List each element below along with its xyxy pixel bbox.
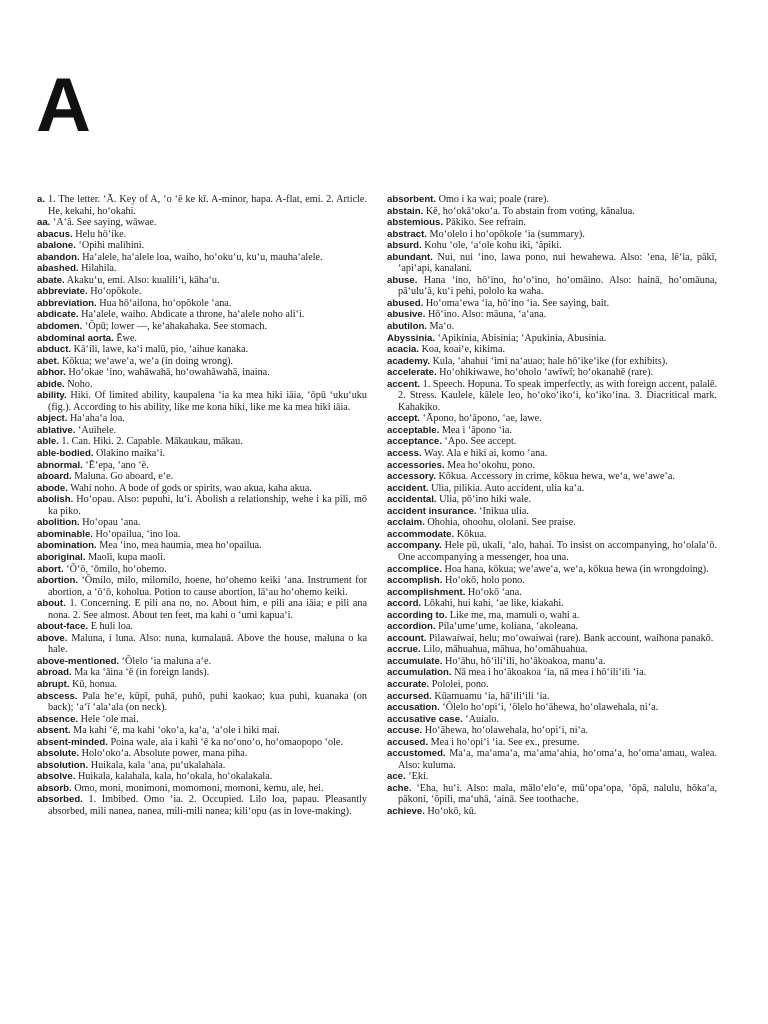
dictionary-entry xyxy=(387,321,717,333)
entry-definition: Lilo, māhuahua, māhua, hoʻomāhuahua. xyxy=(420,644,588,656)
dictionary-entry xyxy=(37,748,367,760)
dictionary-entry xyxy=(37,275,367,287)
dictionary-entry xyxy=(387,783,717,806)
dictionary-entry xyxy=(387,564,717,576)
dictionary-entry xyxy=(37,517,367,529)
dictionary-entry xyxy=(37,679,367,691)
dictionary-entry xyxy=(387,771,717,783)
entry-definition: 1. The letter. ʻĀ. Key of A, ʻo ʻē ke kī. A-minor, hapa. A-flat, emi. 2. Article. He, kekahi, hoʻokahi. xyxy=(45,194,367,217)
dictionary-entry xyxy=(37,656,367,668)
entry-definition: Mea i ʻāpono ʻia. xyxy=(439,424,512,436)
entry-headword: abet. xyxy=(37,355,60,367)
dictionary-entry xyxy=(37,356,367,368)
dictionary-entry xyxy=(387,298,717,310)
entry-headword: ablative. xyxy=(37,424,76,436)
dictionary-entry xyxy=(37,436,367,448)
entry-headword: abominable. xyxy=(37,528,93,540)
entry-headword: abdomen. xyxy=(37,321,83,333)
entry-headword: absence. xyxy=(37,713,79,725)
entry-definition: Pololei, pono. xyxy=(429,678,489,690)
dictionary-entry xyxy=(37,760,367,772)
entry-definition: Ēwe. xyxy=(113,332,137,344)
dictionary-entry xyxy=(37,194,367,217)
entry-definition: Kāʻili, lawe, kaʻi malū, pio, ʻaihue kanaka. xyxy=(71,344,249,356)
entry-headword: aa. xyxy=(37,217,51,229)
entry-headword: accord. xyxy=(387,598,422,610)
entry-headword: acacia. xyxy=(387,344,420,356)
entry-definition: Hilahila. xyxy=(78,263,117,275)
dictionary-entry xyxy=(37,771,367,783)
entry-definition: Kē, hoʻokāʻokoʻa. To abstain from voting, kānalua. xyxy=(423,205,635,217)
entry-definition: Maoli, kupa maoli. xyxy=(85,551,166,563)
entry-headword: ability. xyxy=(37,390,67,402)
entry-definition: Hoʻokō ʻana. xyxy=(465,586,522,598)
entry-definition: Pilawaiwai, helu; moʻowaiwai (rare). Bank account, waihona panakō. xyxy=(426,632,714,644)
entry-definition: Huikala, kalahala, kala, hoʻokala, hoʻokalakala. xyxy=(75,771,273,783)
entry-definition: Ma ka ʻāina ʻē (in foreign lands). xyxy=(71,667,210,679)
entry-definition: Akakuʻu, emi. Also: kualiliʻi, kāhaʻu. xyxy=(64,274,220,286)
entry-headword: about. xyxy=(37,598,66,610)
dictionary-entry xyxy=(37,725,367,737)
entry-headword: ache. xyxy=(387,782,412,794)
entry-headword: abandon. xyxy=(37,251,80,263)
entry-definition: Hoʻopau. Also: pupuhi, luʻi. Abolish a relationship, wehe i ka pili, mō ka piko. xyxy=(48,494,367,517)
entry-definition: ʻAʻā. See saying, wāwae. xyxy=(50,217,157,229)
dictionary-entry xyxy=(387,356,717,368)
entry-definition: Hele ʻole mai. xyxy=(78,713,139,725)
entry-definition: 1. Can. Hiki. 2. Capable. Mākaukau, mākau. xyxy=(58,436,243,448)
dictionary-entry xyxy=(37,321,367,333)
dictionary-entry xyxy=(37,344,367,356)
entry-headword: abscess. xyxy=(37,690,78,702)
entry-definition: Kōkua. Accessory in crime, kōkua hewa, weʻa, weʻaweʻa. xyxy=(435,471,675,483)
entry-headword: a. xyxy=(37,194,46,205)
entry-definition: Maluna, i luna. Also: nuna, kumalauā. Above the house, maluna o ka hale. xyxy=(48,632,367,656)
entry-definition: Hoʻokō, kū. xyxy=(424,805,477,817)
dictionary-entry xyxy=(37,714,367,726)
entry-headword: accumulation. xyxy=(387,667,452,679)
dictionary-entry xyxy=(37,390,367,413)
left-column xyxy=(37,194,367,818)
entry-headword: abode. xyxy=(37,482,68,494)
entry-definition: Helu hōʻike. xyxy=(72,228,127,240)
dictionary-entry xyxy=(37,633,367,656)
entry-headword: abduct. xyxy=(37,344,72,356)
dictionary-entry xyxy=(387,483,717,495)
dictionary-entry xyxy=(387,725,717,737)
dictionary-entry xyxy=(387,344,717,356)
entry-definition: ʻŌlelo hoʻopiʻi, ʻōlelo hoʻāhewa, hoʻolawehala, niʻa. xyxy=(439,702,659,714)
entry-headword: absorbed. xyxy=(37,794,83,806)
dictionary-entry xyxy=(37,309,367,321)
entry-headword: accident. xyxy=(387,482,429,494)
entry-definition: Haʻahaʻa loa. xyxy=(67,413,125,425)
dictionary-entry xyxy=(387,367,717,379)
entry-definition: Way. Ala e hiki ai, komo ʻana. xyxy=(421,448,548,460)
entry-headword: abortion. xyxy=(37,575,79,587)
dictionary-entry xyxy=(37,737,367,749)
entry-headword: abort. xyxy=(37,563,64,575)
entry-headword: above-mentioned. xyxy=(37,655,120,667)
entry-headword: Abyssinia. xyxy=(387,332,435,344)
dictionary-entry xyxy=(387,621,717,633)
entry-definition: ʻEki. xyxy=(405,771,429,783)
entry-definition: Ohohia, ohoohu, ololani. See praise. xyxy=(424,517,576,529)
entry-definition: Wahi noho. A bode of gods or spirits, wao akua, kaha akua. xyxy=(67,482,312,494)
dictionary-entry xyxy=(37,286,367,298)
entry-definition: Mea hoʻokohu, pono. xyxy=(444,459,535,471)
entry-definition: Hoʻopau ʻana. xyxy=(79,517,141,529)
entry-definition: Hoʻāhewa, hoʻolawehala, hoʻopiʻi, niʻa. xyxy=(422,725,588,737)
dictionary-entry xyxy=(387,748,717,771)
right-column xyxy=(387,194,717,818)
dictionary-entry xyxy=(387,806,717,818)
dictionary-entry xyxy=(387,425,717,437)
entry-headword: accept. xyxy=(387,413,421,425)
dictionary-entry xyxy=(37,794,367,817)
entry-definition: Holoʻokoʻa. Absolute power, mana piha. xyxy=(79,748,248,760)
section-letter: A xyxy=(36,63,91,148)
entry-definition: ʻAuihele. xyxy=(75,424,117,436)
entry-headword: accused. xyxy=(387,736,429,748)
entry-headword: abuse. xyxy=(387,274,418,286)
entry-definition: Pala heʻe, kūpī, puhā, puhō, puhi kaokao; kua puhi, kuanaka (on back); ʻaʻī ʻalaʻala (on neck). xyxy=(48,690,367,714)
entry-headword: accelerate. xyxy=(387,367,437,379)
dictionary-entry xyxy=(387,229,717,241)
dictionary-entry xyxy=(387,217,717,229)
entry-definition: 1. Concerning. E pili ana no, no. About him, e pili ana iāia; e pili ana nona. 2. See almost. About ten feet, ma kahi o ʻumi kapuaʻi. xyxy=(48,598,367,621)
dictionary-entry xyxy=(37,564,367,576)
entry-definition: Hōʻino. Also: māuna, ʻaʻana. xyxy=(425,309,547,321)
entry-headword: account. xyxy=(387,632,427,644)
entry-headword: accommodate. xyxy=(387,528,455,540)
entry-headword: accidental. xyxy=(387,494,437,506)
entry-headword: acclaim. xyxy=(387,517,425,529)
entry-definition: Lōkahi, hui kahi, ʻae like, kiakahi. xyxy=(421,598,564,610)
entry-headword: acceptable. xyxy=(387,424,440,436)
entry-headword: abrupt. xyxy=(37,678,70,690)
dictionary-entry xyxy=(387,252,717,275)
entry-definition: Hoʻomaʻewa ʻia, hōʻino ʻia. See saying, bait. xyxy=(423,297,610,309)
dictionary-entry xyxy=(37,425,367,437)
dictionary-entry xyxy=(37,575,367,598)
dictionary-entry xyxy=(387,206,717,218)
entry-definition: Nui, nui ʻino, lawa pono, nui hewahewa. Also: ʻena, lēʻia, pākī, ʻapiʻapi, kanalani. xyxy=(398,251,717,275)
dictionary-entry xyxy=(387,506,717,518)
entry-definition: Huikala, kala ʻana, puʻukalahala. xyxy=(88,759,226,771)
dictionary-entry xyxy=(387,691,717,703)
entry-definition: Kula, ʻahahui ʻimi naʻauao; hale hōʻikeʻike (for exhibits). xyxy=(430,355,668,367)
dictionary-entry xyxy=(37,691,367,714)
dictionary-entry xyxy=(387,702,717,714)
entry-definition: Omo i ka wai; poale (rare). xyxy=(436,194,549,205)
dictionary-entry xyxy=(387,575,717,587)
entry-definition: Kūamuamu ʻia, hāʻiliʻili ʻia. xyxy=(431,690,550,702)
dictionary-entry xyxy=(37,263,367,275)
dictionary-entry xyxy=(37,783,367,795)
dictionary-entry xyxy=(37,240,367,252)
dictionary-entry xyxy=(387,309,717,321)
entry-headword: accomplishment. xyxy=(387,586,466,598)
entry-definition: Hele pū, ukali, ʻalo, hahai. To insist on accompanying, hoʻolalaʻō. One accompanying a messenger, hoa una. xyxy=(398,540,717,563)
dictionary-entry xyxy=(37,621,367,633)
entry-headword: aboard. xyxy=(37,471,72,483)
entry-definition: Hana ʻino, hōʻino, hoʻoʻino, hoʻomāino. Also: hainā, hoʻomāuna, pāʻuluʻā, kuʻi pehi, pololo ka waha. xyxy=(398,274,717,298)
entry-definition: ʻInikua ulia. xyxy=(476,505,529,517)
dictionary-entry xyxy=(37,413,367,425)
dictionary-entry xyxy=(387,737,717,749)
dictionary-entry xyxy=(37,217,367,229)
entry-headword: accuse. xyxy=(387,725,423,737)
entry-headword: accusative case. xyxy=(387,713,463,725)
entry-headword: abalone. xyxy=(37,240,76,252)
dictionary-entry xyxy=(387,667,717,679)
entry-definition: Moʻolelo i hoʻopōkole ʻia (summary). xyxy=(427,228,585,240)
dictionary-entry xyxy=(37,483,367,495)
dictionary-entry xyxy=(387,333,717,345)
dictionary-entry xyxy=(387,471,717,483)
entry-definition: Kū, honua. xyxy=(69,678,118,690)
entry-headword: absorbent. xyxy=(387,194,437,205)
entry-headword: abhor. xyxy=(37,367,66,379)
entry-headword: abolition. xyxy=(37,517,80,529)
entry-headword: abstemious. xyxy=(387,217,443,229)
entry-headword: abdominal aorta. xyxy=(37,332,114,344)
dictionary-entry xyxy=(37,529,367,541)
dictionary-entry xyxy=(37,448,367,460)
entry-definition: Ulia, pilikia. Auto accident, ulia kaʻa. xyxy=(428,482,585,494)
dictionary-entry xyxy=(387,598,717,610)
dictionary-entry xyxy=(387,448,717,460)
entry-definition: Hua hōʻailona, hoʻopōkole ʻana. xyxy=(96,297,232,309)
dictionary-entry xyxy=(37,298,367,310)
entry-headword: abomination. xyxy=(37,540,97,552)
entry-headword: accordion. xyxy=(387,621,436,633)
entry-definition: Hoʻopailua, ʻino loa. xyxy=(92,528,181,540)
dictionary-entry xyxy=(387,540,717,563)
dictionary-entry xyxy=(387,413,717,425)
entry-headword: accurate. xyxy=(387,678,430,690)
entry-definition: Hoʻopōkole. xyxy=(87,286,142,298)
entry-headword: accrue. xyxy=(387,644,421,656)
entry-headword: accompany. xyxy=(387,540,442,552)
entry-headword: abashed. xyxy=(37,263,79,275)
dictionary-entry xyxy=(387,587,717,599)
entry-definition: Mea i hoʻopiʻi ʻia. See ex., presume. xyxy=(428,736,580,748)
entry-definition: ʻŌʻō, ʻōmilo, hoʻohemo. xyxy=(63,563,167,575)
entry-definition: Maʻa, maʻamaʻa, maʻamaʻahia, hoʻomaʻa, hoʻomaʻamau, walea. Also: kuluma. xyxy=(398,748,717,771)
entry-headword: abutilon. xyxy=(387,321,427,333)
entry-headword: absolute. xyxy=(37,748,80,760)
entry-definition: Koa, koaiʻe, kikima. xyxy=(419,344,506,356)
entry-headword: able. xyxy=(37,436,59,448)
entry-definition: Maluna. Go aboard, eʻe. xyxy=(71,471,174,483)
dictionary-entry xyxy=(37,379,367,391)
entry-headword: above. xyxy=(37,632,68,644)
dictionary-entry xyxy=(37,333,367,345)
entry-definition: Ulia, pōʻino hiki wale. xyxy=(436,494,532,506)
entry-headword: academy. xyxy=(387,355,431,367)
entry-definition: ʻĀpono, hoʻāpono, ʻae, lawe. xyxy=(420,413,542,425)
dictionary-entry xyxy=(37,252,367,264)
entry-headword: accessories. xyxy=(387,459,445,471)
entry-headword: abbreviation. xyxy=(37,297,97,309)
entry-definition: E huli loa. xyxy=(88,621,133,633)
entry-headword: accent. xyxy=(387,378,421,390)
dictionary-entry xyxy=(387,714,717,726)
dictionary-entry xyxy=(37,552,367,564)
entry-headword: accusation. xyxy=(387,702,440,714)
entry-definition: Hoa hana, kōkua; weʻaweʻa, weʻa, kōkua hewa (in wrongdoing). xyxy=(441,563,709,575)
entry-headword: abdicate. xyxy=(37,309,79,321)
entry-headword: abusive. xyxy=(387,309,426,321)
entry-headword: achieve. xyxy=(387,805,425,817)
entry-definition: Poina wale, aia i kahi ʻē ka noʻonoʻo, hoʻomaopopo ʻole. xyxy=(107,736,343,748)
entry-definition: ʻApikinia, Abisinia; ʻApukinia, Abusinia. xyxy=(435,332,607,344)
entry-definition: Pākiko. See refrain. xyxy=(442,217,526,229)
entry-definition: ʻŌlelo ʻia maluna aʻe. xyxy=(119,655,212,667)
dictionary-entry xyxy=(387,460,717,472)
dictionary-entry xyxy=(387,275,717,298)
dictionary-entry xyxy=(37,494,367,517)
entry-headword: accustomed. xyxy=(387,748,446,760)
entry-definition: Hoʻohikiwawe, hoʻoholo ʻawīwī; hoʻokanahē (rare). xyxy=(436,367,654,379)
entry-definition: ʻApo. See accept. xyxy=(441,436,517,448)
entry-definition: Haʻalele, haʻalele loa, waiho, hoʻokuʻu, kuʻu, mauhaʻalele. xyxy=(79,251,323,263)
entry-headword: abundant. xyxy=(387,251,433,263)
entry-headword: acceptance. xyxy=(387,436,442,448)
dictionary-entry xyxy=(387,644,717,656)
entry-definition: Pilaʻumeʻume, koliana, ʻakoleana. xyxy=(435,621,579,633)
entry-definition: Hiki. Of limited ability, kaupalena ʻia ka mea hiki iāia, ʻōpū ʻukuʻuku (fig.). According to his ability, like me kona hiki, like me ka mea hiki iāia. xyxy=(48,390,367,413)
entry-definition: ʻŌpū; lower —, keʻahakahaka. See stomach. xyxy=(82,321,268,333)
entry-definition: Kōkua; weʻaweʻa, weʻa (in doing wrong). xyxy=(59,355,234,367)
entry-headword: accident insurance. xyxy=(387,505,477,517)
entry-headword: about-face. xyxy=(37,621,89,633)
entry-definition: Kōkua. xyxy=(454,528,487,540)
entry-definition: Hoʻokō, holo pono. xyxy=(442,575,525,587)
dictionary-entry xyxy=(387,610,717,622)
entry-definition: ʻŌmilo, milo, milomilo, hoene, hoʻohemo keiki ʻana. Instrument for abortion, a ʻōʻō, koholua. Potion to cause abortion, lāʻau hoʻohemo keiki. xyxy=(48,575,367,598)
entry-headword: abroad. xyxy=(37,667,72,679)
dictionary-entry xyxy=(387,656,717,668)
entry-headword: able-bodied. xyxy=(37,448,94,460)
dictionary-entry xyxy=(387,679,717,691)
entry-headword: access. xyxy=(387,448,422,460)
entry-headword: ace. xyxy=(387,771,406,783)
entry-headword: accomplish. xyxy=(387,575,443,587)
entry-definition: Omo, moni, monimoni, momomoni, momoni, kemu, ale, hei. xyxy=(71,782,324,794)
entry-definition: Nā mea i hoʻākoakoa ʻia, nā mea i hōʻiliʻili ʻia. xyxy=(451,667,647,679)
entry-headword: absolution. xyxy=(37,759,89,771)
entry-headword: absent-minded. xyxy=(37,736,108,748)
entry-headword: absent. xyxy=(37,725,71,737)
entry-definition: Kohu ʻole, ʻaʻole kohu iki, ʻāpiki. xyxy=(421,240,562,252)
entry-headword: according to. xyxy=(387,609,448,621)
entry-headword: abate. xyxy=(37,274,65,286)
dictionary-entry xyxy=(37,471,367,483)
entry-definition: ʻOpihi malihini. xyxy=(75,240,145,252)
dictionary-entry xyxy=(37,367,367,379)
entry-definition: ʻEha, huʻi. Also: mala, māloʻeloʻe, mūʻopaʻopa, ʻōpā, nalulu, hōkaʻa, pākoni, ʻōpili, maʻuhā, ʻainā. See toothache. xyxy=(398,782,717,806)
dictionary-entry xyxy=(37,540,367,552)
entry-definition: Olakino maikaʻi. xyxy=(93,448,166,460)
entry-headword: abide. xyxy=(37,378,65,390)
entry-headword: abstain. xyxy=(387,205,424,217)
dictionary-entry xyxy=(387,494,717,506)
entry-definition: ʻĒʻepa, ʻano ʻē. xyxy=(82,459,149,471)
entry-definition: Noho. xyxy=(64,378,93,390)
entry-definition: Hoʻāhu, hōʻiliʻili, hoʻākoakoa, manuʻa. xyxy=(442,655,606,667)
entry-headword: accursed. xyxy=(387,690,432,702)
entry-headword: absurd. xyxy=(387,240,422,252)
dictionary-entry xyxy=(37,229,367,241)
entry-definition: 1. Imbibed. Omo ʻia. 2. Occupied. Lilo loa, papau. Pleasantly absorbed, mili nanea, nanea, mili-mili nanea; kiliʻopu (as in love-making). xyxy=(48,794,367,817)
entry-headword: accumulate. xyxy=(387,655,443,667)
entry-headword: abbreviate. xyxy=(37,286,88,298)
entry-headword: abacus. xyxy=(37,228,73,240)
dictionary-entry xyxy=(37,667,367,679)
entry-headword: absolve. xyxy=(37,771,76,783)
dictionary-entry xyxy=(387,436,717,448)
entry-definition: Mea ʻino, mea haumia, mea hoʻopailua. xyxy=(96,540,262,552)
entry-definition: Maʻo. xyxy=(426,321,455,333)
dictionary-entry xyxy=(387,240,717,252)
entry-headword: abused. xyxy=(387,297,424,309)
entry-headword: abstract. xyxy=(387,228,427,240)
dictionary-entry xyxy=(387,529,717,541)
entry-definition: 1. Speech. Hopuna. To speak imperfectly, as with foreign accent, palalē. 2. Stress. Kaulele, kālele leo, hoʻokoʻikoʻi, koʻikoʻina. 3. Diacritical mark. Kahakiko. xyxy=(398,378,717,413)
entry-headword: accessory. xyxy=(387,471,436,483)
entry-definition: Like me, ma, mamuli o, wahi a. xyxy=(447,609,580,621)
dictionary-entry xyxy=(387,194,717,206)
entry-headword: aboriginal. xyxy=(37,551,86,563)
entry-headword: abject. xyxy=(37,413,68,425)
entry-headword: abolish. xyxy=(37,494,74,506)
entry-definition: Hoʻokae ʻino, wahāwahā, hoʻowahāwahā, inaina. xyxy=(65,367,270,379)
entry-headword: abnormal. xyxy=(37,459,83,471)
entry-headword: absorb. xyxy=(37,782,72,794)
dictionary-entry xyxy=(37,460,367,472)
dictionary-entry xyxy=(387,633,717,645)
dictionary-entry xyxy=(387,517,717,529)
dictionary-entry xyxy=(387,379,717,414)
entry-definition: ʻAuialo. xyxy=(462,713,499,725)
dictionary-entry xyxy=(37,598,367,621)
entry-headword: accomplice. xyxy=(387,563,442,575)
entry-definition: Haʻalele, waiho. Abdicate a throne, haʻalele noho aliʻi. xyxy=(78,309,305,321)
entry-definition: Ma kahi ʻē, ma kahi ʻokoʻa, kaʻa, ʻaʻole i hiki mai. xyxy=(70,725,280,737)
